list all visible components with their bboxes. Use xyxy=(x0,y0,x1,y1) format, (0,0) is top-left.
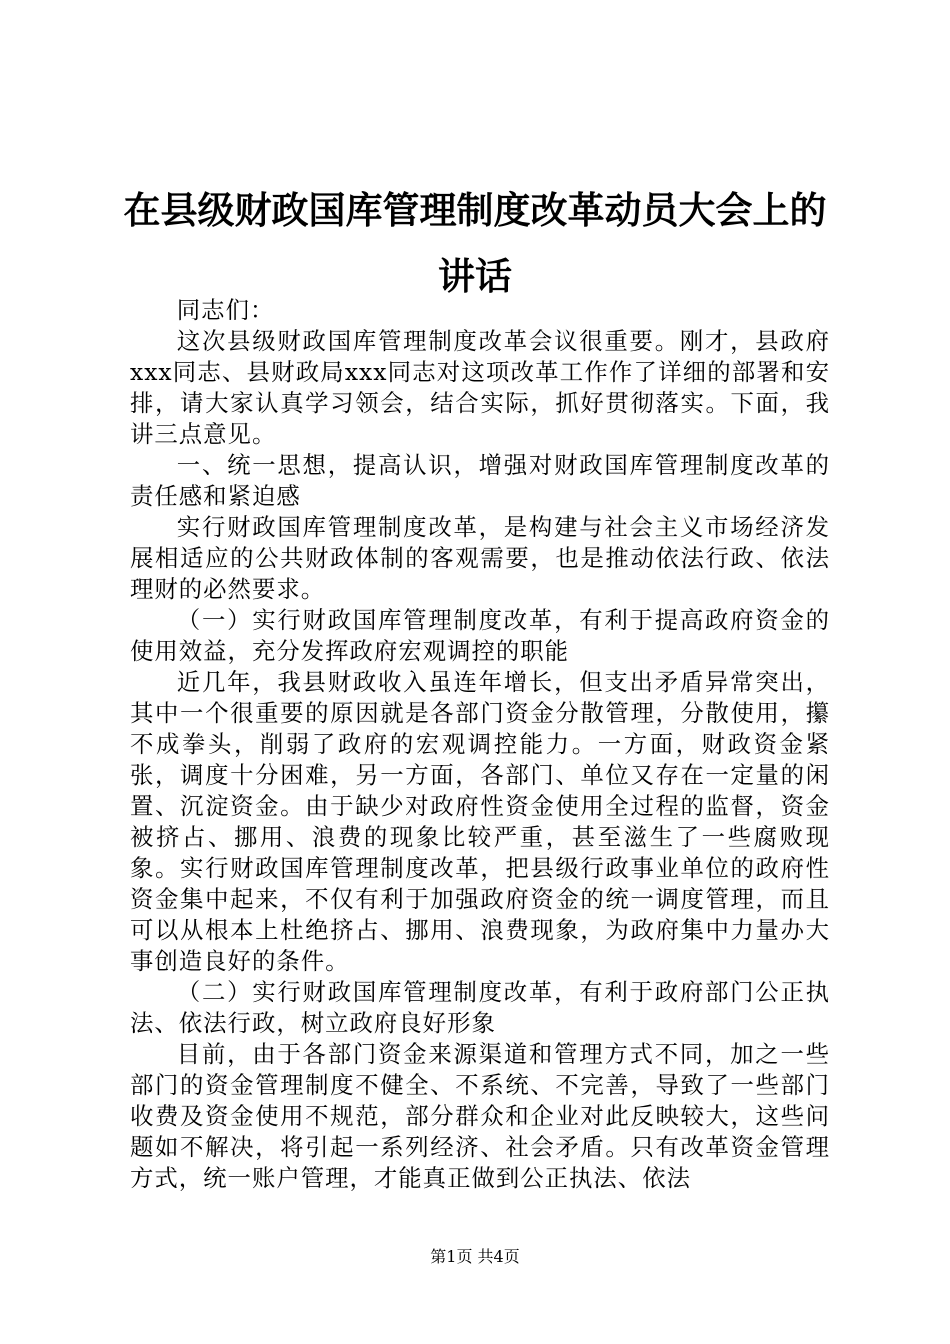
heading-section-1: 一、统一思想，提高认识，增强对财政国库管理制度改革的责任感和紧迫感 xyxy=(130,451,830,510)
paragraph: 实行财政国库管理制度改革，是构建与社会主义市场经济发展相适应的公共财政体制的客观需要，也是推动依法行政、依法理财的必然要求。 xyxy=(130,513,830,603)
document-title: 在县级财政国库管理制度改革动员大会上的讲话 xyxy=(123,189,827,298)
document-body xyxy=(130,295,830,1194)
paragraph: 目前，由于各部门资金来源渠道和管理方式不同，加之一些部门的资金管理制度不健全、不系统、不完善，导致了一些部门收费及资金使用不规范，部分群众和企业对此反映较大，这些问题如不解决，将引起一系列经济、社会矛盾。只有改革资金管理方式，统一账户管理，才能真正做到公正执法、依法 xyxy=(130,1040,830,1192)
subheading-2: （二）实行财政国库管理制度改革，有利于政府部门公正执法、依法行政，树立政府良好形象 xyxy=(130,978,830,1037)
paragraph: 近几年，我县财政收入虽连年增长，但支出矛盾异常突出，其中一个很重要的原因就是各部门资金分散管理，分散使用，攥不成拳头，削弱了政府的宏观调控能力。一方面，财政资金紧张，调度十分困难，另一方面，各部门、单位又存在一定量的闲置、沉淀资金。由于缺少对政府性资金使用全过程的监督，资金被挤占、挪用、浪费的现象比较严重，甚至滋生了一些腐败现象。实行财政国库管理制度改革，把县级行政事业单位的政府性资金集中起来，不仅有利于加强政府资金的统一调度管理，而且可以从根本上杜绝挤占、挪用、浪费现象，为政府集中力量办大事创造良好的条件。 xyxy=(130,668,830,975)
subheading-1: （一）实行财政国库管理制度改革，有利于提高政府资金的使用效益，充分发挥政府宏观调控的职能 xyxy=(130,606,830,665)
salutation: 同志们： xyxy=(176,296,275,324)
page-number-footer: 第1页 共4页 xyxy=(430,1247,520,1266)
paragraph-intro: 这次县级财政国库管理制度改革会议很重要。刚才，县政府xxx同志、县财政局xxx同志对这项改革工作作了详细的部署和安排，请大家认真学习领会，结合实际，抓好贯彻落实。下面，我讲三点意见。 xyxy=(130,327,830,448)
